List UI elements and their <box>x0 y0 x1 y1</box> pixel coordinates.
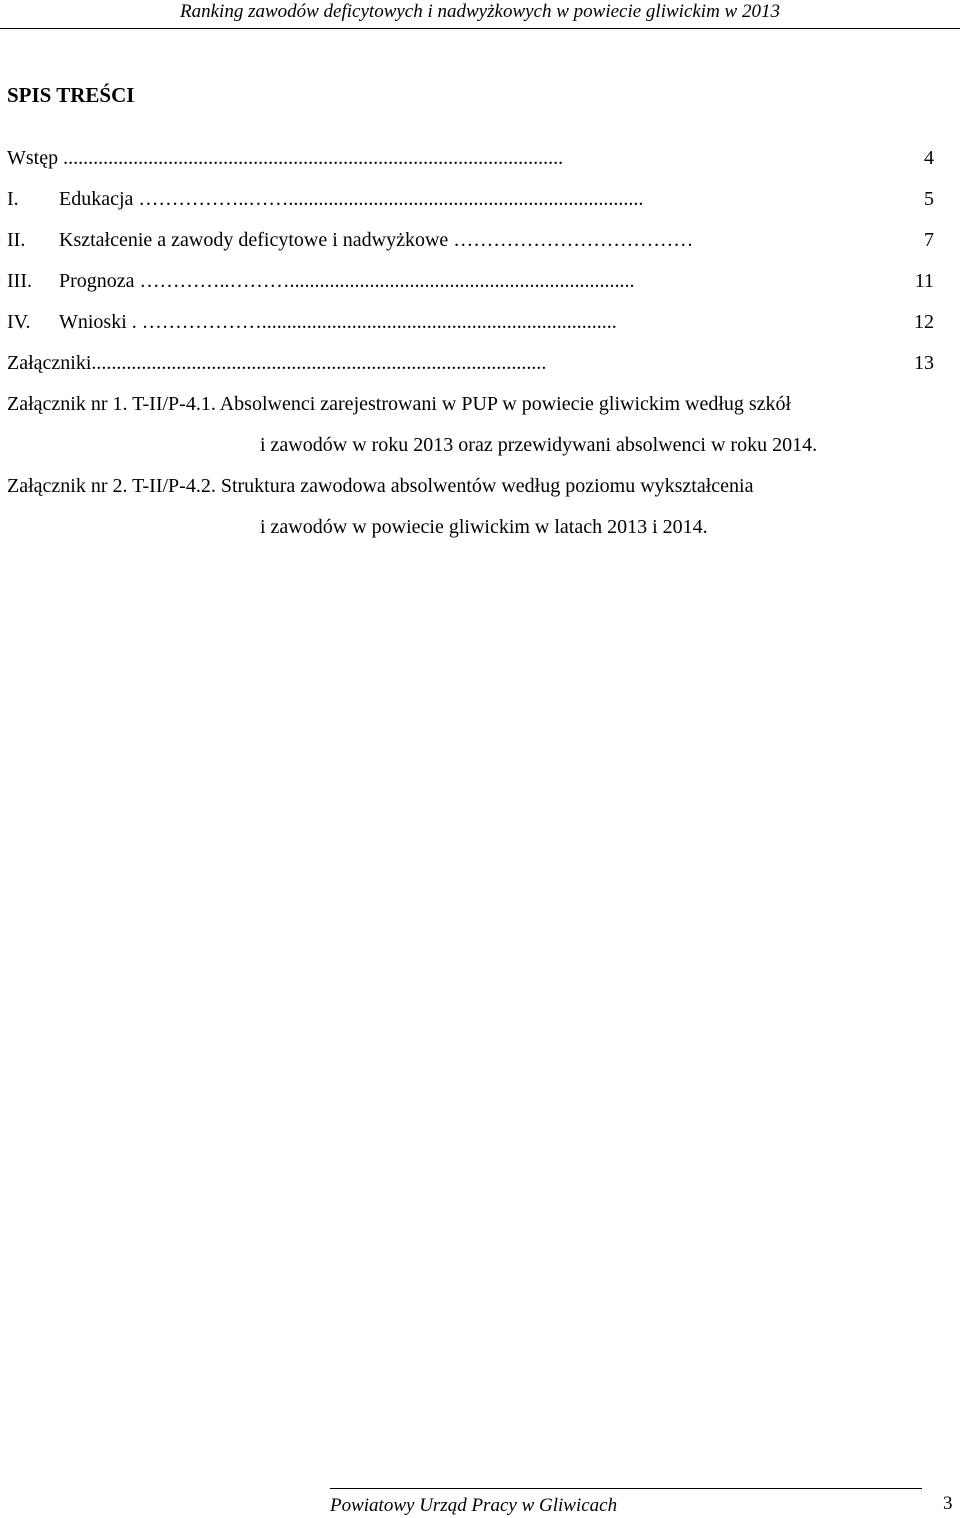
toc-entry-number: I. <box>7 188 19 210</box>
header-divider <box>0 28 960 29</box>
toc-entry-prognoza[interactable] <box>7 269 635 293</box>
toc-entry-leader: ........................................................................................... <box>91 352 547 374</box>
footer-divider <box>330 1488 922 1489</box>
toc-entry-number: III. <box>7 270 32 292</box>
toc-entry-leader: .................................................................................................... <box>58 147 564 169</box>
footer-institution: Powiatowy Urząd Pracy w Gliwicach <box>330 1495 618 1516</box>
toc-annex-1-line-2: i zawodów w roku 2013 oraz przewidywani absolwenci w roku 2014. <box>260 434 818 456</box>
toc-entry-ksztalcenie[interactable] <box>7 228 693 252</box>
toc-annex-2-line-2: i zawodów w powiecie gliwickim w latach 2013 i 2014. <box>260 516 708 538</box>
toc-annex-2-line-1[interactable]: Załącznik nr 2. T-II/P-4.2. Struktura zawodowa absolwentów według poziomu wykształcenia <box>7 475 754 497</box>
toc-entry-page: 7 <box>924 229 934 251</box>
toc-entry-page: 12 <box>914 311 934 333</box>
toc-entry-label: Wstęp <box>7 147 59 169</box>
toc-entry-zalaczniki[interactable] <box>7 351 546 375</box>
toc-entry-leader: ……………..……....................................................................... <box>133 188 644 210</box>
toc-entry-leader: …………..………..................................................................... <box>134 270 635 292</box>
toc-entry-number: II. <box>7 229 26 251</box>
toc-entry-label: Wnioski <box>59 311 127 333</box>
footer-page-number: 3 <box>943 1493 953 1514</box>
toc-heading: SPIS TREŚCI <box>7 83 135 107</box>
toc-entry-edukacja[interactable] <box>7 187 643 211</box>
toc-annex-1-line-1[interactable]: Załącznik nr 1. T-II/P-4.1. Absolwenci zarejestrowani w PUP w powiecie gliwickim według szkół <box>7 393 792 415</box>
toc-entry-label: Edukacja <box>59 188 134 210</box>
toc-entry-number: IV. <box>7 311 31 333</box>
toc-entry-leader: ……………………………… <box>448 229 694 251</box>
toc-entry-label: Prognoza <box>59 270 135 292</box>
running-header: Ranking zawodów deficytowych i nadwyżkowych w powiecie gliwickim w 2013 <box>180 1 780 22</box>
toc-entry-leader: . ………………....................................................................... <box>126 311 617 333</box>
toc-entry-page: 4 <box>924 147 934 169</box>
toc-entry-page: 5 <box>924 188 934 210</box>
toc-entry-label: Załączniki <box>7 352 92 374</box>
toc-entry-page: 13 <box>914 352 934 374</box>
toc-entry-wnioski[interactable] <box>7 310 617 334</box>
toc-entry-wstep[interactable] <box>7 146 563 170</box>
toc-entry-page: 11 <box>914 270 934 292</box>
toc-entry-label: Kształcenie a zawody deficytowe i nadwyżkowe <box>59 229 449 251</box>
